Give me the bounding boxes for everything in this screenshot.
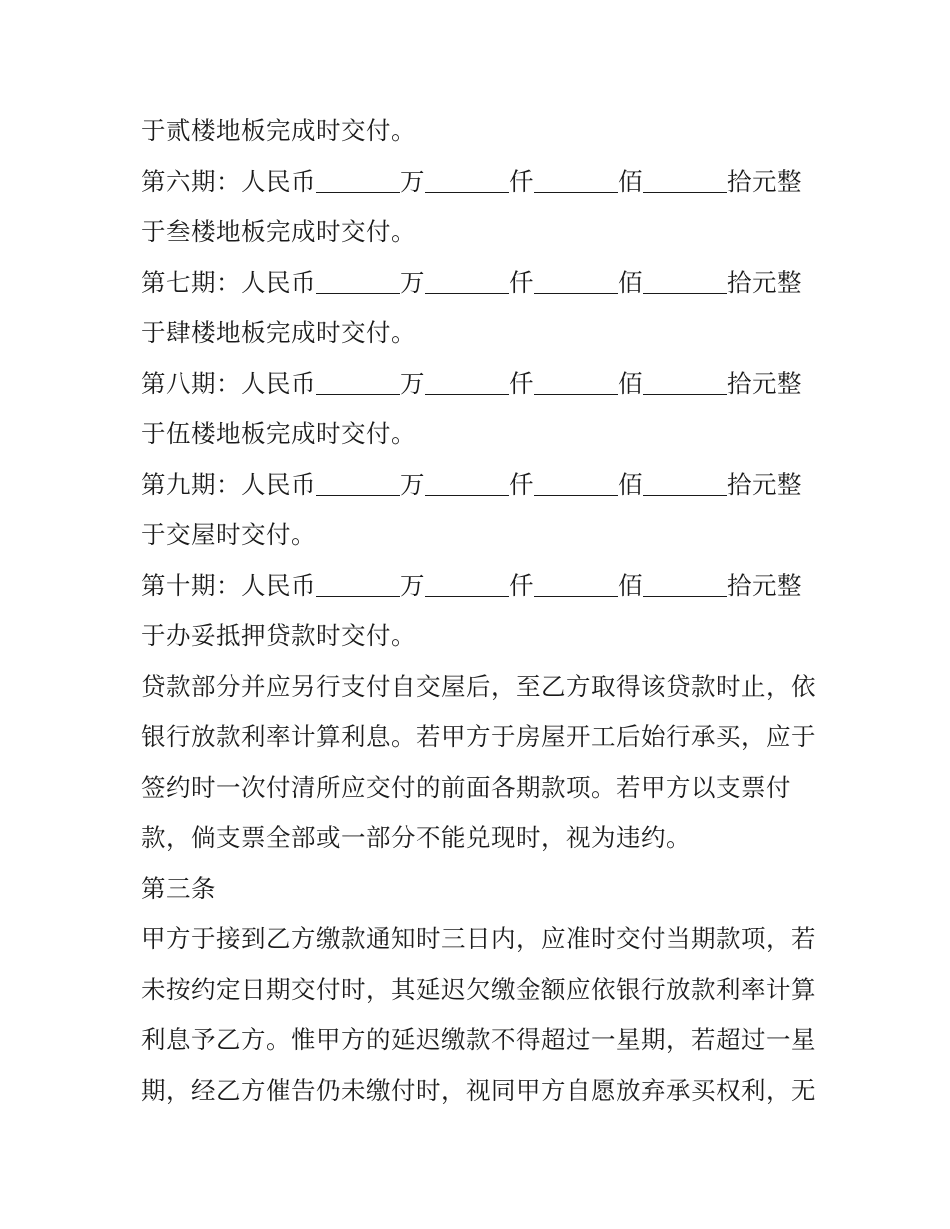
installment-line-9 xyxy=(141,460,821,511)
installment-line-7 xyxy=(141,258,821,309)
paragraph-line: 期，经乙方催告仍未缴付时，视同甲方自愿放弃承买权利，无 xyxy=(141,1075,816,1105)
installment-period-label: 第七期：人民币 xyxy=(141,267,316,297)
text-line: 于交屋时交付。 xyxy=(141,520,316,549)
unit-shi-yuan: 拾元整 xyxy=(727,267,802,297)
unit-bai: 佰 xyxy=(618,267,643,297)
installment-line-8 xyxy=(141,359,821,410)
unit-wan: 万 xyxy=(400,368,425,398)
unit-wan: 万 xyxy=(400,267,425,297)
paragraph-line: 甲方于接到乙方缴款通知时三日内，应准时交付当期款项，若 xyxy=(141,924,816,953)
unit-shi-yuan: 拾元整 xyxy=(727,368,802,398)
paragraph-line: 款，倘支票全部或一部分不能兑现时，视为违约。 xyxy=(141,823,691,852)
installment-period-label: 第六期：人民币 xyxy=(141,166,316,196)
blank-field-bai xyxy=(534,494,618,496)
paragraph-line: 未按约定日期交付时，其延迟欠缴金额应依银行放款利率计算 xyxy=(141,974,816,1004)
unit-wan: 万 xyxy=(400,469,425,499)
paragraph-line: 贷款部分并应另行支付自交屋后，至乙方取得该贷款时止，依 xyxy=(141,671,816,701)
blank-field-wan xyxy=(316,191,400,193)
blank-field-qian xyxy=(425,393,509,395)
blank-field-qian xyxy=(425,595,509,597)
text-line: 于贰楼地板完成时交付。 xyxy=(141,116,416,145)
blank-field-shi xyxy=(643,292,727,294)
article-heading: 第三条 xyxy=(141,873,216,903)
text-line: 于肆楼地板完成时交付。 xyxy=(141,318,416,347)
installment-line-10 xyxy=(141,561,821,612)
unit-qian: 仟 xyxy=(509,368,534,398)
unit-shi-yuan: 拾元整 xyxy=(727,469,802,499)
unit-qian: 仟 xyxy=(509,267,534,297)
blank-field-qian xyxy=(425,191,509,193)
unit-qian: 仟 xyxy=(509,166,534,196)
blank-field-wan xyxy=(316,595,400,597)
blank-field-shi xyxy=(643,191,727,193)
text-line: 于办妥抵押贷款时交付。 xyxy=(141,621,416,650)
unit-bai: 佰 xyxy=(618,368,643,398)
unit-qian: 仟 xyxy=(509,469,534,499)
installment-period-label: 第九期：人民币 xyxy=(141,469,316,499)
paragraph-line: 利息予乙方。惟甲方的延迟缴款不得超过一星期，若超过一星 xyxy=(141,1025,816,1054)
unit-bai: 佰 xyxy=(618,469,643,499)
installment-period-label: 第八期：人民币 xyxy=(141,368,316,398)
blank-field-shi xyxy=(643,595,727,597)
unit-bai: 佰 xyxy=(618,166,643,196)
blank-field-wan xyxy=(316,393,400,395)
document-body xyxy=(141,106,821,1116)
unit-shi-yuan: 拾元整 xyxy=(727,166,802,196)
blank-field-bai xyxy=(534,292,618,294)
blank-field-bai xyxy=(534,595,618,597)
installment-period-label: 第十期：人民币 xyxy=(141,570,316,600)
paragraph-line: 签约时一次付清所应交付的前面各期款项。若甲方以支票付 xyxy=(141,772,791,802)
blank-field-shi xyxy=(643,494,727,496)
blank-field-wan xyxy=(316,292,400,294)
unit-qian: 仟 xyxy=(509,570,534,600)
blank-field-bai xyxy=(534,191,618,193)
unit-wan: 万 xyxy=(400,166,425,196)
installment-line-6 xyxy=(141,157,821,208)
text-line: 于伍楼地板完成时交付。 xyxy=(141,419,416,448)
unit-wan: 万 xyxy=(400,570,425,600)
blank-field-bai xyxy=(534,393,618,395)
blank-field-wan xyxy=(316,494,400,496)
blank-field-shi xyxy=(643,393,727,395)
blank-field-qian xyxy=(425,292,509,294)
unit-bai: 佰 xyxy=(618,570,643,600)
paragraph-line: 银行放款利率计算利息。若甲方于房屋开工后始行承买，应于 xyxy=(141,722,816,751)
text-line: 于叁楼地板完成时交付。 xyxy=(141,217,416,246)
unit-shi-yuan: 拾元整 xyxy=(727,570,802,600)
blank-field-qian xyxy=(425,494,509,496)
